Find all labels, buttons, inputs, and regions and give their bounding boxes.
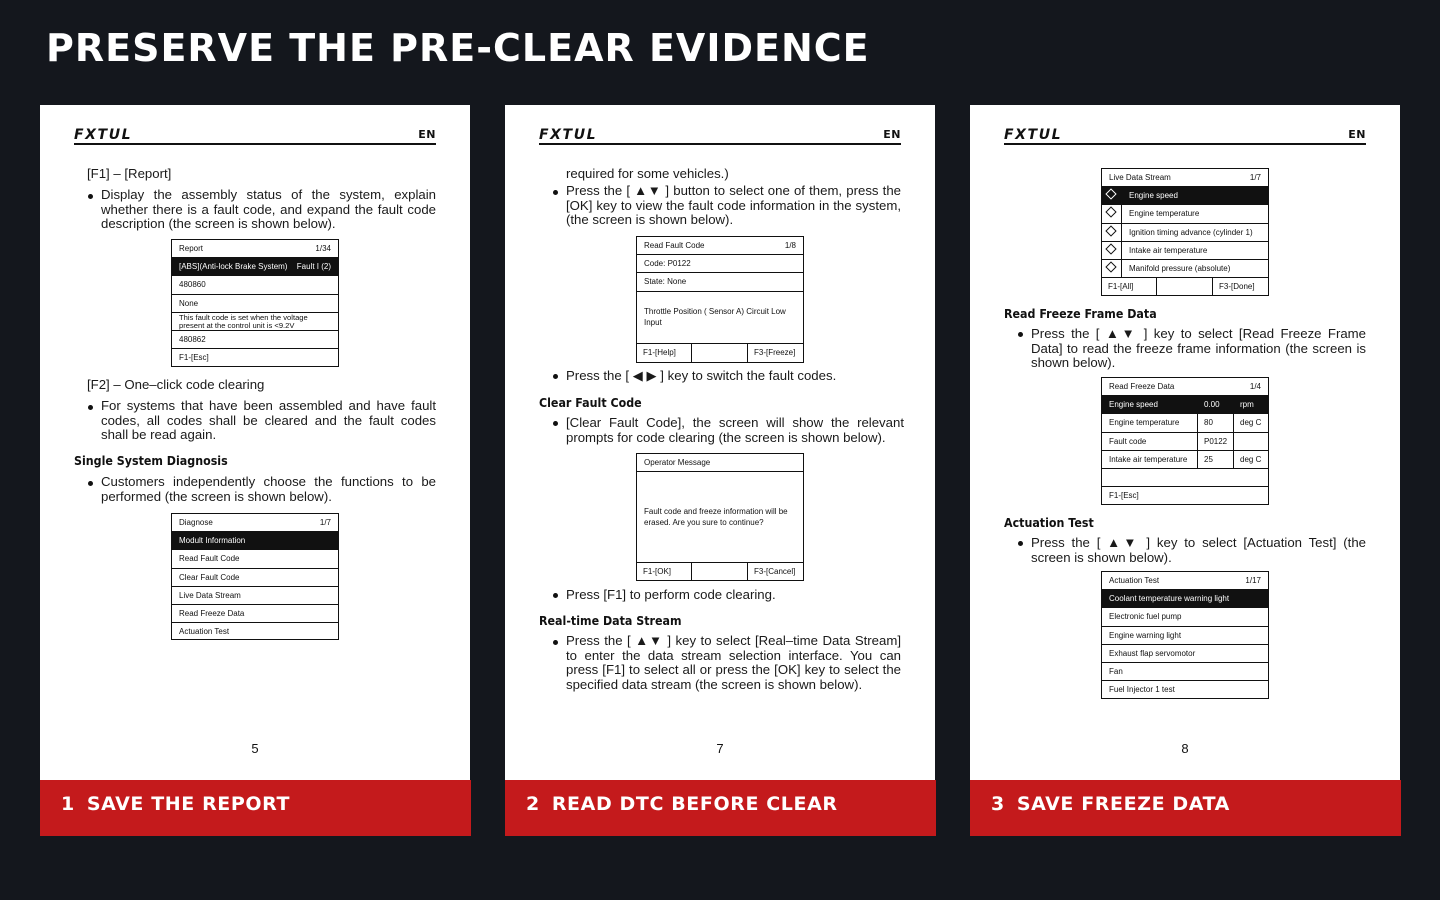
step-label: READ DTC BEFORE CLEAR [551, 793, 838, 815]
menu-item: Actuation Test [179, 627, 230, 637]
param-name: Fault code [1102, 433, 1198, 450]
menu-item: Read Fault Code [172, 550, 338, 568]
f3-key: F3-[Cancel] [754, 567, 796, 577]
operator-message-text: Fault code and freeze information will be erased. Are you sure to continue? [644, 506, 788, 528]
param-unit: deg C [1240, 418, 1262, 428]
param-name: Engine speed [1102, 396, 1198, 413]
language-label: EN [883, 128, 901, 141]
diagnose-screen [171, 513, 339, 640]
section-heading: Real-time Data Stream [539, 613, 682, 628]
section-heading: Read Freeze Frame Data [1004, 306, 1157, 321]
screen-title-row [1102, 169, 1268, 187]
bullet-dot [88, 481, 93, 486]
screen-title-row [172, 514, 338, 532]
section-heading: Actuation Test [1004, 515, 1094, 530]
test-item: Exhaust flap servomotor [1102, 645, 1268, 663]
param-value: P0122 [1198, 433, 1234, 450]
bullet-dot [1018, 332, 1023, 337]
f1-heading: [F1] – [Report] [87, 166, 172, 181]
perform-clear-instruction: Press [F1] to perform code clearing. [566, 587, 776, 602]
screen-title: Live Data Stream [1109, 173, 1171, 182]
switch-instruction: Press the [ ◀ ▶ ] key to switch the fault codes. [566, 368, 837, 383]
step-panel-1 [40, 105, 471, 836]
f1-description: Display the assembly status of the system, explain whether there is a fault code, and expand the fault code description (the screen is shown below). [101, 187, 436, 231]
menu-item: Clear Fault Code [172, 569, 338, 587]
screen-selected-row [172, 258, 338, 276]
fault-description-row: This fault code is set when the voltage present at the control unit is <9.2V [172, 313, 338, 331]
brand-logo: FXTUL [539, 127, 598, 143]
f2-heading: [F2] – One–click code clearing [87, 377, 265, 392]
screen-footer [1102, 278, 1268, 296]
f1-key: F1-[All] [1102, 278, 1157, 296]
param-value: 25 [1198, 451, 1234, 468]
actuation-test-screen [1101, 571, 1269, 699]
data-item-label: Intake air temperature [1129, 245, 1208, 255]
data-item [1102, 242, 1268, 260]
screen-page: 1/7 [1249, 173, 1261, 182]
language-label: EN [418, 128, 436, 141]
test-item: Engine warning light [1102, 627, 1268, 645]
bullet-dot [1018, 541, 1023, 546]
screen-row: None [172, 295, 338, 313]
bullet-dot [88, 405, 93, 410]
freeze-row [1102, 396, 1268, 414]
section-heading: Clear Fault Code [539, 395, 642, 410]
data-stream-instruction: Press the [ ▲▼ ] key to select [Real–time Data Stream] to enter the data stream selection interface. You can press [F1] to select all or press the [OK] key to select the specified data stream (the screen is shown below). [566, 633, 901, 692]
manual-page-8 [970, 105, 1400, 780]
data-item [1102, 224, 1268, 242]
read-freeze-data-screen [1101, 377, 1269, 505]
menu-item: Read Freeze Data [172, 605, 338, 623]
screen-page: 1/8 [784, 241, 796, 250]
page-number: 5 [251, 741, 259, 756]
empty-key [1157, 278, 1213, 296]
screen-title-row [172, 240, 338, 258]
select-instruction: Press the [ ▲▼ ] button to select one of them, press the [OK] key to view the fault code information in the system, (the screen is shown below). [566, 183, 901, 227]
screen-row: 480862 [172, 331, 338, 349]
f1-key: F1-[Help] [637, 344, 692, 362]
param-name: Engine temperature [1102, 414, 1198, 431]
step-caption-2 [505, 780, 936, 836]
test-item: Fuel Injector 1 test [1109, 685, 1175, 695]
fault-state-row: State: None [637, 273, 803, 291]
language-label: EN [1348, 128, 1366, 141]
page-header [539, 127, 901, 145]
operator-message-screen [636, 453, 804, 581]
step-number: 3 [991, 793, 1005, 815]
step-caption-1 [40, 780, 471, 836]
data-item-label: Engine speed [1129, 191, 1178, 201]
step-panel-3 [970, 105, 1401, 836]
page-header [74, 127, 436, 145]
test-item: Fan [1102, 663, 1268, 681]
screen-title-row [1102, 378, 1268, 396]
test-item: Electronic fuel pump [1102, 608, 1268, 626]
report-screen [171, 239, 339, 367]
system-name: [ABS](Anti-lock Brake System) [179, 262, 288, 272]
test-item: Coolant temperature warning light [1102, 590, 1268, 608]
fault-description-text: Throttle Position ( Sensor A) Circuit Low Input [644, 306, 786, 328]
screen-footer: F1-[Esc] [1109, 491, 1139, 501]
bullet-dot [553, 374, 558, 379]
operator-message [637, 472, 803, 563]
freeze-instruction: Press the [ ▲▼ ] key to select [Read Freeze Frame Data] to read the freeze frame information (the screen is shown below). [1031, 326, 1366, 370]
actuation-instruction: Press the [ ▲▼ ] key to select [Actuation Test] (the screen is shown below). [1031, 535, 1366, 565]
fault-code-row: Code: P0122 [637, 255, 803, 273]
screen-footer [637, 563, 803, 581]
page-title: PRESERVE THE PRE-CLEAR EVIDENCE [46, 26, 870, 70]
screen-title: Diagnose [179, 518, 213, 527]
empty-key [692, 344, 748, 362]
fault-description [637, 292, 803, 344]
fault-status: Fault I (2) [296, 262, 331, 272]
section-description: Customers independently choose the functions to be performed (the screen is shown below). [101, 474, 436, 504]
page-number: 8 [1181, 741, 1189, 756]
screen-title-row [637, 237, 803, 255]
param-unit: rpm [1240, 400, 1254, 410]
param-value: 80 [1198, 414, 1234, 431]
clear-instruction: [Clear Fault Code], the screen will show the relevant prompts for code clearing (the screen is shown below). [566, 415, 904, 445]
bullet-dot [553, 190, 558, 195]
screen-title: Operator Message [637, 454, 803, 472]
data-item-label: Ignition timing advance (cylinder 1) [1129, 227, 1253, 237]
data-item-label: Manifold pressure (absolute) [1129, 263, 1231, 273]
manual-page-5 [40, 105, 470, 780]
read-fault-code-screen [636, 236, 804, 363]
screen-page: 1/17 [1245, 576, 1261, 585]
f3-key: F3-[Freeze] [754, 347, 796, 357]
f1-key: F1-[OK] [637, 563, 692, 581]
param-value: 0.00 [1198, 396, 1234, 413]
param-unit [1234, 433, 1268, 450]
checkbox-diamond-icon [1102, 187, 1122, 204]
brand-logo: FXTUL [74, 127, 133, 143]
checkbox-diamond-icon [1102, 260, 1122, 277]
bullet-dot [88, 194, 93, 199]
data-item-label: Engine temperature [1129, 209, 1200, 219]
empty-key [692, 563, 748, 581]
page-header [1004, 127, 1366, 145]
f2-description: For systems that have been assembled and have fault codes, all codes shall be cleared and the fault codes shall be read again. [101, 398, 436, 442]
screen-title: Report [179, 244, 204, 253]
step-panel-2 [505, 105, 936, 836]
empty-row [1102, 469, 1268, 487]
freeze-row [1102, 451, 1268, 469]
screen-row: 480860 [172, 276, 338, 294]
f3-key: F3-[Done] [1219, 282, 1255, 292]
screen-title-row [1102, 572, 1268, 590]
checkbox-diamond-icon [1102, 205, 1122, 222]
step-label: SAVE THE REPORT [86, 793, 291, 815]
live-data-stream-screen [1101, 168, 1269, 296]
screen-page: 1/4 [1249, 382, 1261, 391]
menu-item: Modult Information [172, 532, 338, 550]
data-item [1102, 187, 1268, 205]
section-heading: Single System Diagnosis [74, 453, 228, 468]
param-unit: deg C [1240, 454, 1262, 464]
bullet-dot [553, 640, 558, 645]
data-item [1102, 205, 1268, 223]
screen-page: 1/34 [315, 244, 331, 253]
screen-title: Actuation Test [1109, 576, 1160, 585]
page-number: 7 [716, 741, 724, 756]
freeze-row [1102, 433, 1268, 451]
checkbox-diamond-icon [1102, 242, 1122, 259]
menu-item: Live Data Stream [172, 587, 338, 605]
bullet-dot [553, 593, 558, 598]
screen-title: Read Freeze Data [1109, 382, 1175, 391]
brand-logo: FXTUL [1004, 127, 1063, 143]
screen-title: Read Fault Code [644, 241, 705, 250]
screen-footer [637, 344, 803, 362]
manual-page-7 [505, 105, 935, 780]
freeze-row [1102, 414, 1268, 432]
bullet-dot [553, 421, 558, 426]
step-caption-3 [970, 780, 1401, 836]
step-number: 1 [61, 793, 75, 815]
param-name: Intake air temperature [1102, 451, 1198, 468]
step-label: SAVE FREEZE DATA [1016, 793, 1230, 815]
continued-text: required for some vehicles.) [566, 166, 729, 181]
screen-footer: F1-[Esc] [179, 352, 209, 362]
data-item [1102, 260, 1268, 278]
screen-page: 1/7 [319, 518, 331, 527]
step-number: 2 [526, 793, 540, 815]
checkbox-diamond-icon [1102, 224, 1122, 241]
